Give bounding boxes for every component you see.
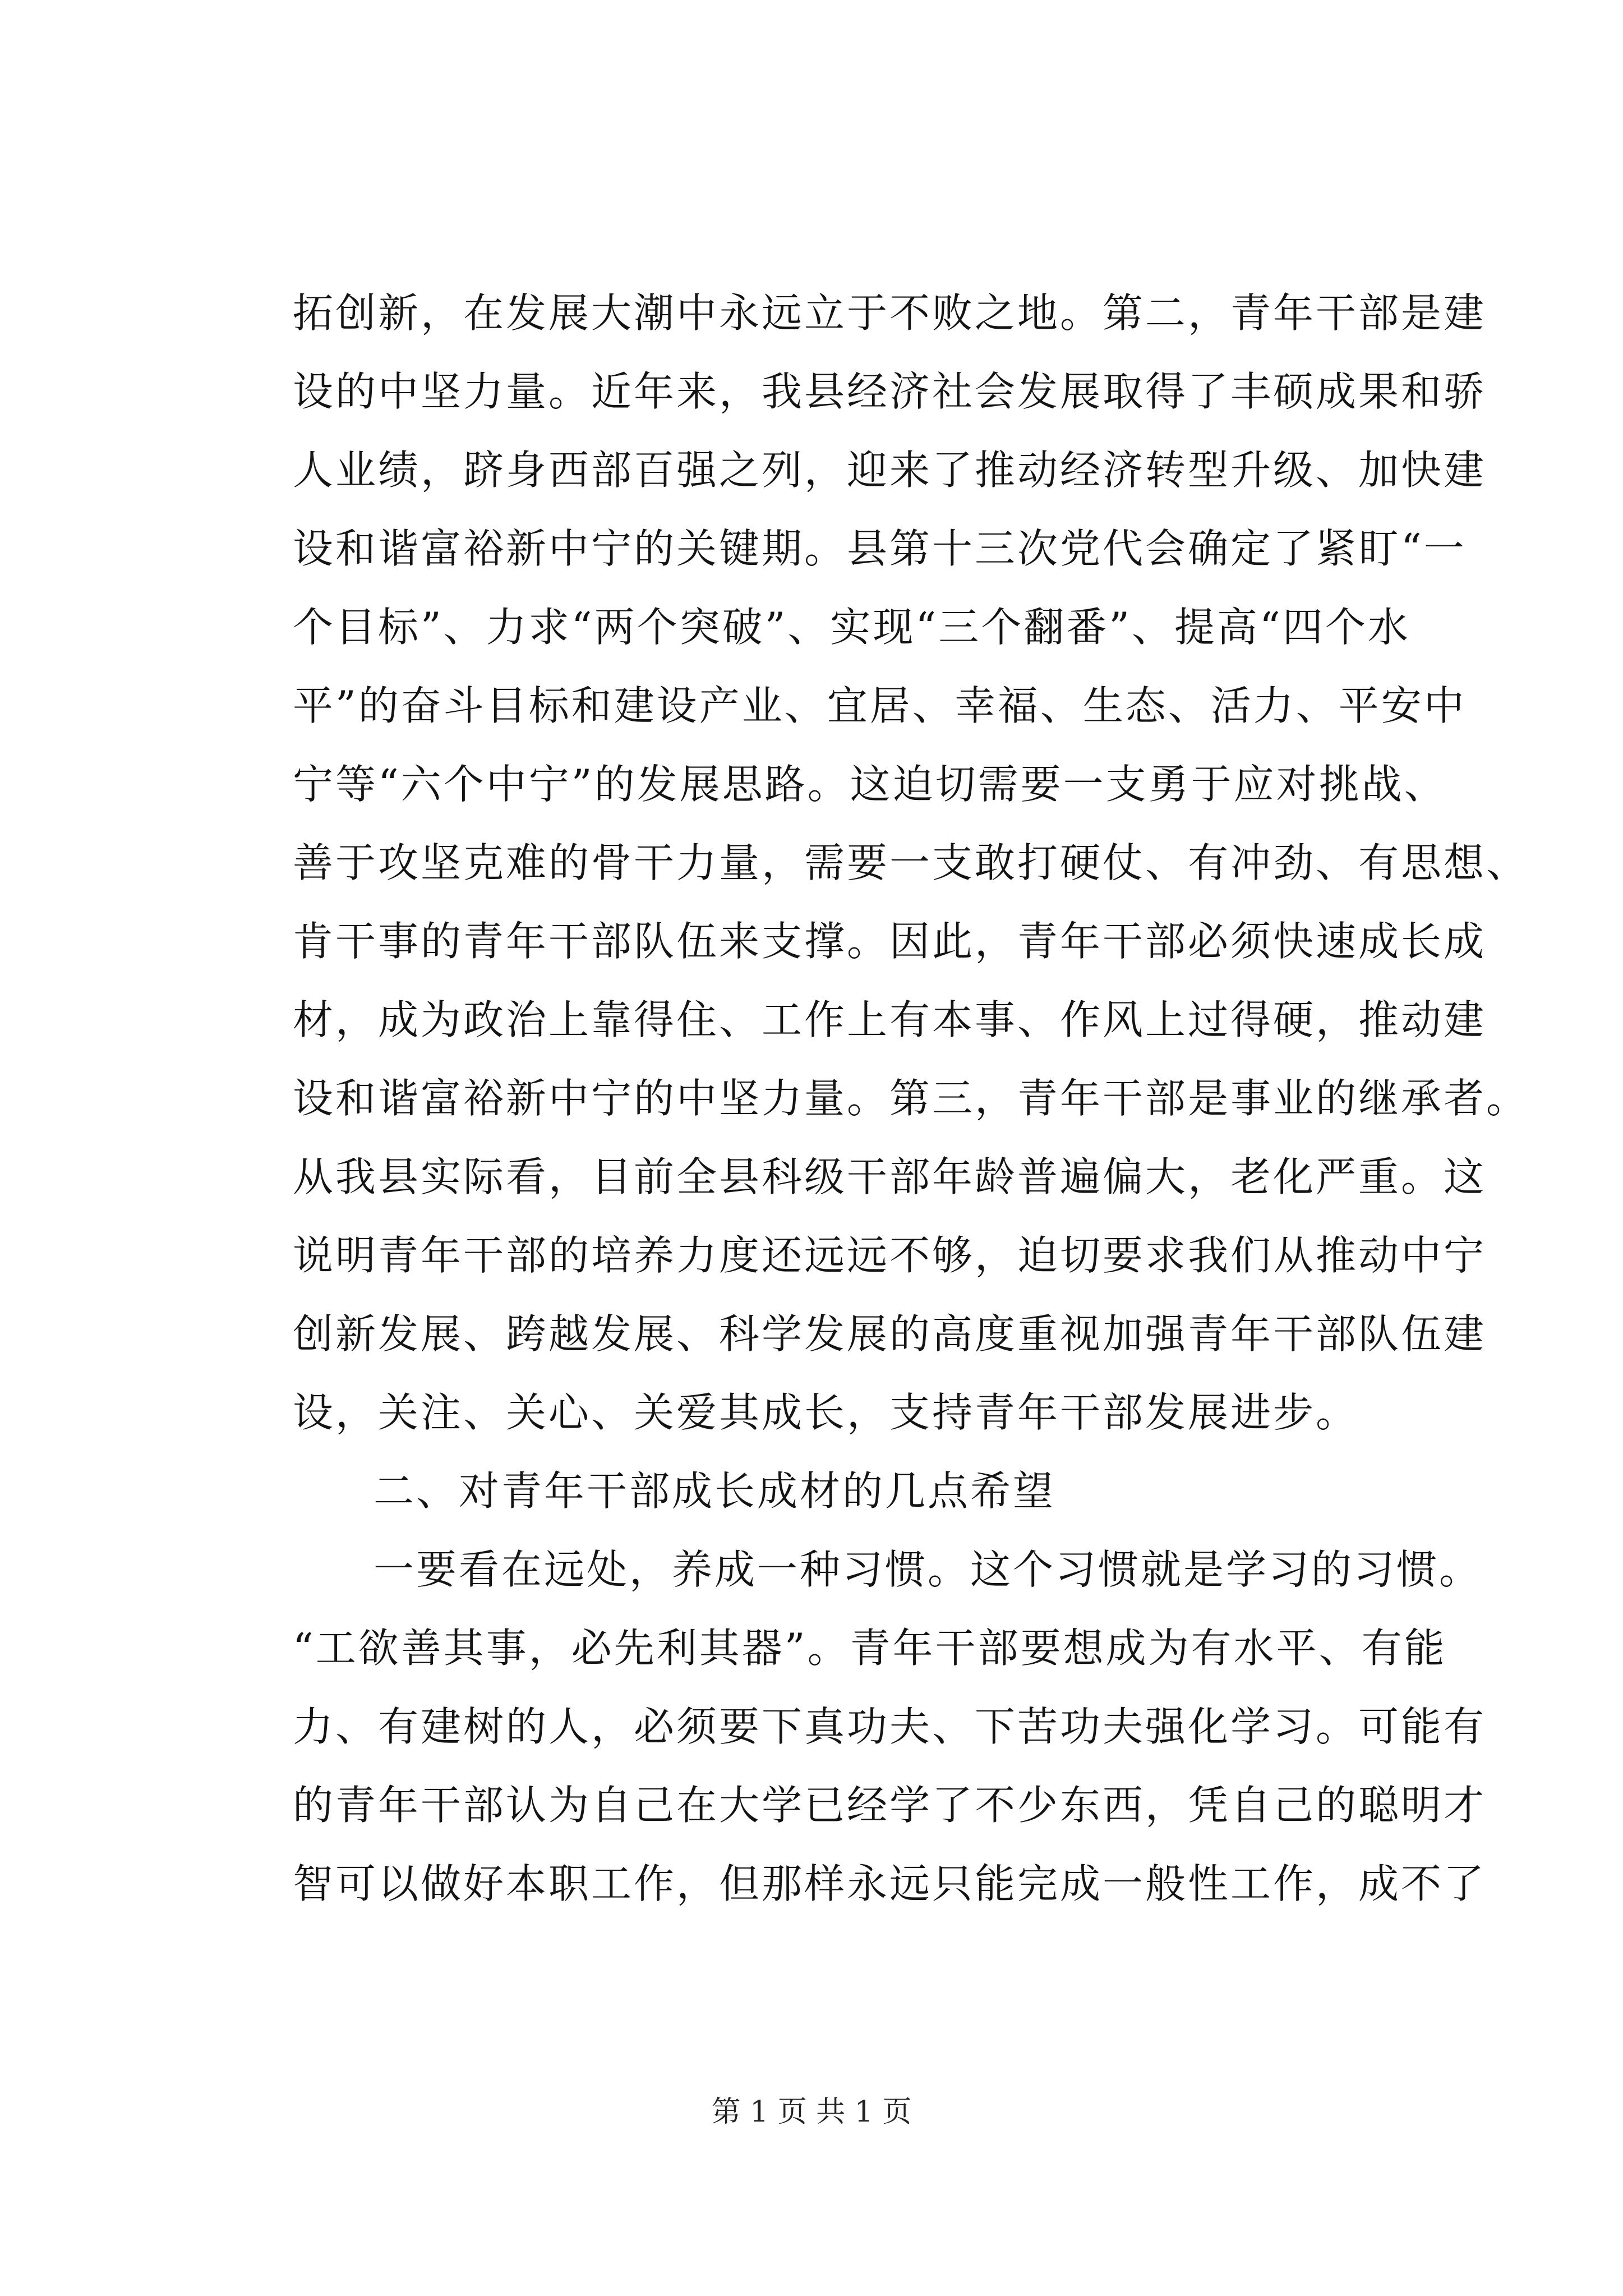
text-line: 创新发展、跨越发展、科学发展的高度重视加强青年干部队伍建 [293, 1310, 1487, 1358]
paragraph-first-line: 一要看在远处，养成一种习惯。这个习惯就是学习的习惯。 [374, 1546, 1482, 1593]
text-line: 设和谐富裕新中宁的关键期。县第十三次党代会确定了紧盯“一 [293, 525, 1467, 572]
text-line: 说明青年干部的培养力度还远远不够，迫切要求我们从推动中宁 [293, 1232, 1487, 1279]
text-line: 平”的奋斗目标和建设产业、宜居、幸福、生态、活力、平安中 [293, 682, 1467, 729]
text-line: 设和谐富裕新中宁的中坚力量。第三，青年干部是事业的继承者。 [293, 1075, 1529, 1122]
text-line: 肯干事的青年干部队伍来支撑。因此，青年干部必须快速成长成 [293, 918, 1487, 965]
text-line: 宁等“六个中宁”的发展思路。这迫切需要一支勇于应对挑战、 [293, 761, 1447, 808]
text-line: 设，关注、关心、关爱其成长，支持青年干部发展进步。 [293, 1389, 1359, 1436]
text-line: 从我县实际看，目前全县科级干部年龄普遍偏大，老化严重。这 [293, 1153, 1487, 1200]
text-line: 个目标”、力求“两个突破”、实现“三个翻番”、提高“四个水 [293, 604, 1410, 651]
text-line: 拓创新，在发展大潮中永远立于不败之地。第二，青年干部是建 [293, 289, 1487, 337]
text-line: 的青年干部认为自己在大学已经学了不少东西，凭自己的聪明才 [293, 1782, 1487, 1829]
text-line: 智可以做好本职工作，但那样永远只能完成一般性工作，成不了 [293, 1860, 1487, 1907]
text-line: 力、有建树的人，必须要下真功夫、下苦功夫强化学习。可能有 [293, 1703, 1487, 1750]
body-text [293, 274, 1529, 1923]
page-footer: 第 1 页 共 1 页 [711, 2095, 912, 2129]
text-line: 设的中坚力量。近年来，我县经济社会发展取得了丰硕成果和骄 [293, 368, 1487, 415]
text-line: “工欲善其事，必先利其器”。青年干部要想成为有水平、有能 [293, 1625, 1447, 1672]
section-heading: 二、对青年干部成长成材的几点希望 [374, 1467, 1056, 1515]
text-line: 善于攻坚克难的骨干力量，需要一支敢打硬仗、有冲劲、有思想、 [293, 839, 1529, 886]
text-line: 材，成为政治上靠得住、工作上有本事、作风上过得硬，推动建 [293, 996, 1487, 1043]
text-line: 人业绩，跻身西部百强之列，迎来了推动经济转型升级、加快建 [293, 447, 1487, 494]
